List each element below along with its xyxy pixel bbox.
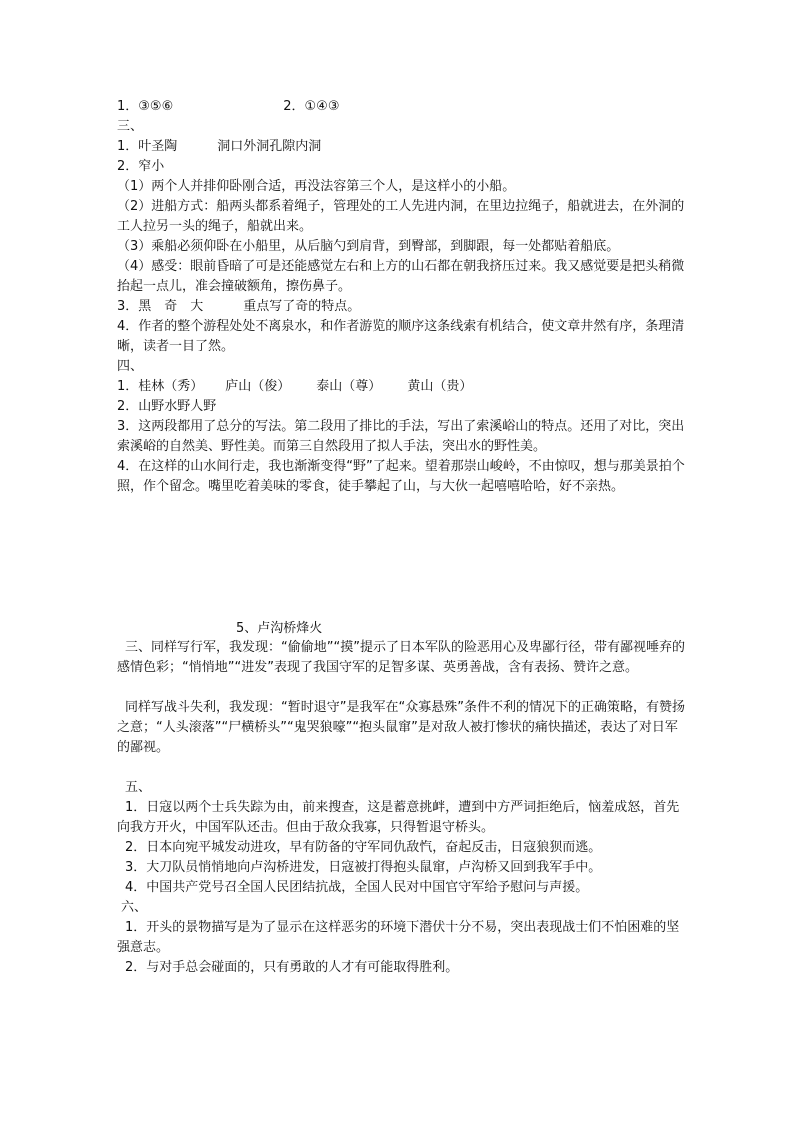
item-3-3 (117, 297, 685, 317)
paragraph-march: 三、同样写行军，我发现：“偷偷地”“摸”提示了日本军队的险恶用心及卑鄙行径，带有鄙视唾弃的感情色彩；“悄悄地”“进发”表现了我国守军的足智多谋、英勇善战，含有表扬、赞许之意。 (117, 640, 685, 675)
blank-line (117, 678, 685, 698)
answer-1: 1．③⑤⑥ (117, 99, 174, 114)
item-4-1-b: 庐山（俊） (225, 379, 291, 394)
item-4-1-d: 黄山（贵） (407, 379, 473, 394)
section-heading-3: 三、 (117, 119, 144, 134)
item-4-1 (117, 377, 685, 397)
item-4-4: 4．在这样的山水间行走，我也渐渐变得“野”了起来。望着那崇山峻岭，不由惊叹，想与那美景拍个照，作个留念。嘴里吃着美味的零食，徒手攀起了山，与大伙一起嘻嘻哈哈，好不亲热。 (117, 459, 685, 494)
item-5-2: 2．日本向宛平城发动进攻，早有防备的守军同仇敌忾，奋起反击，日寇狼狈而逃。 (125, 840, 602, 855)
item-3-1-b: 洞口外洞孔隙内洞 (217, 139, 322, 154)
section-heading-6: 六、 (121, 900, 148, 915)
section-heading-4: 四、 (117, 359, 144, 374)
item-3-1-a: 1．叶圣陶 (117, 139, 178, 154)
item-3-4: 4．作者的整个游程处处不离泉水，和作者游览的顺序这条线索有机结合，使文章井然有序，条理清晰，读者一目了然。 (117, 319, 685, 354)
answers-section-1 (117, 97, 685, 497)
item-4-1-c: 泰山（尊） (316, 379, 382, 394)
item-4-1-a: 1．桂林（秀） (117, 379, 204, 394)
item-3-2: 2．窄小 (117, 159, 165, 174)
item-3-2-1: （1）两个人并排仰卧刚合适，再没法容第三个人，是这样小的小船。 (117, 179, 516, 194)
paragraph-battle: 同样写战斗失利，我发现：“暂时退守”是我军在“众寡悬殊”条件不利的情况下的正确策略，有赞扬之意；“人头滚落”“尸横桥头”“鬼哭狼嚎”“抱头鼠窜”是对敌人被打惨状的痛快描述，表达了对日军的鄙视。 (117, 700, 685, 755)
item-4-3: 3．这两段都用了总分的写法。第二段用了排比的手法，写出了索溪峪山的特点。还用了对比，突出索溪峪的自然美、野性美。而第三自然段用了拟人手法，突出水的野性美。 (117, 419, 685, 454)
item-3-2-4: （4）感受：眼前昏暗了可是还能感觉左右和上方的山石都在朝我挤压过来。我又感觉要是把头稍微抬起一点儿，准会撞破额角，擦伤鼻子。 (117, 259, 685, 294)
item-3-2-3: （3）乘船必须仰卧在小船里，从后脑勺到肩背，到臀部，到脚跟，每一处都贴着船底。 (117, 239, 620, 254)
item-4-2: 2．山野水野人野 (117, 399, 217, 414)
answer-2: 2．①④③ (283, 99, 340, 114)
answers-section-2 (117, 638, 685, 978)
lesson-title: 5、卢沟桥烽火 (236, 621, 323, 636)
item-3-3-b: 重点写了奇的特点。 (243, 299, 361, 314)
section-heading-5: 五、 (125, 780, 152, 795)
blank-line (117, 758, 685, 778)
item-5-1: 1．日寇以两个士兵失踪为由，前来搜查，这是蓄意挑衅，遭到中方严词拒绝后，恼羞成怒，首先向我方开火，中国军队还击。但由于敌众我寡，只得暂退守桥头。 (117, 800, 680, 835)
item-3-2-2: （2）进船方式：船两头都系着绳子，管理处的工人先进内洞，在里边拉绳子，船就进去，在外洞的工人拉另一头的绳子，船就出来。 (117, 199, 685, 234)
answers-row (117, 97, 685, 117)
item-6-2: 2．与对手总会碰面的，只有勇敢的人才有可能取得胜利。 (125, 960, 459, 975)
item-5-3: 3．大刀队员悄悄地向卢沟桥进发，日寇被打得抱头鼠窜，卢沟桥又回到我军手中。 (125, 860, 602, 875)
item-6-1: 1．开头的景物描写是为了显示在这样恶劣的环境下潜伏十分不易，突出表现战士们不怕困难的坚强意志。 (117, 920, 680, 955)
item-5-4: 4．中国共产党号召全国人民团结抗战，全国人民对中国官守军给予慰问与声援。 (125, 880, 589, 895)
item-3-3-a: 3．黑 奇 大 (117, 299, 204, 314)
item-3-1 (117, 137, 685, 157)
